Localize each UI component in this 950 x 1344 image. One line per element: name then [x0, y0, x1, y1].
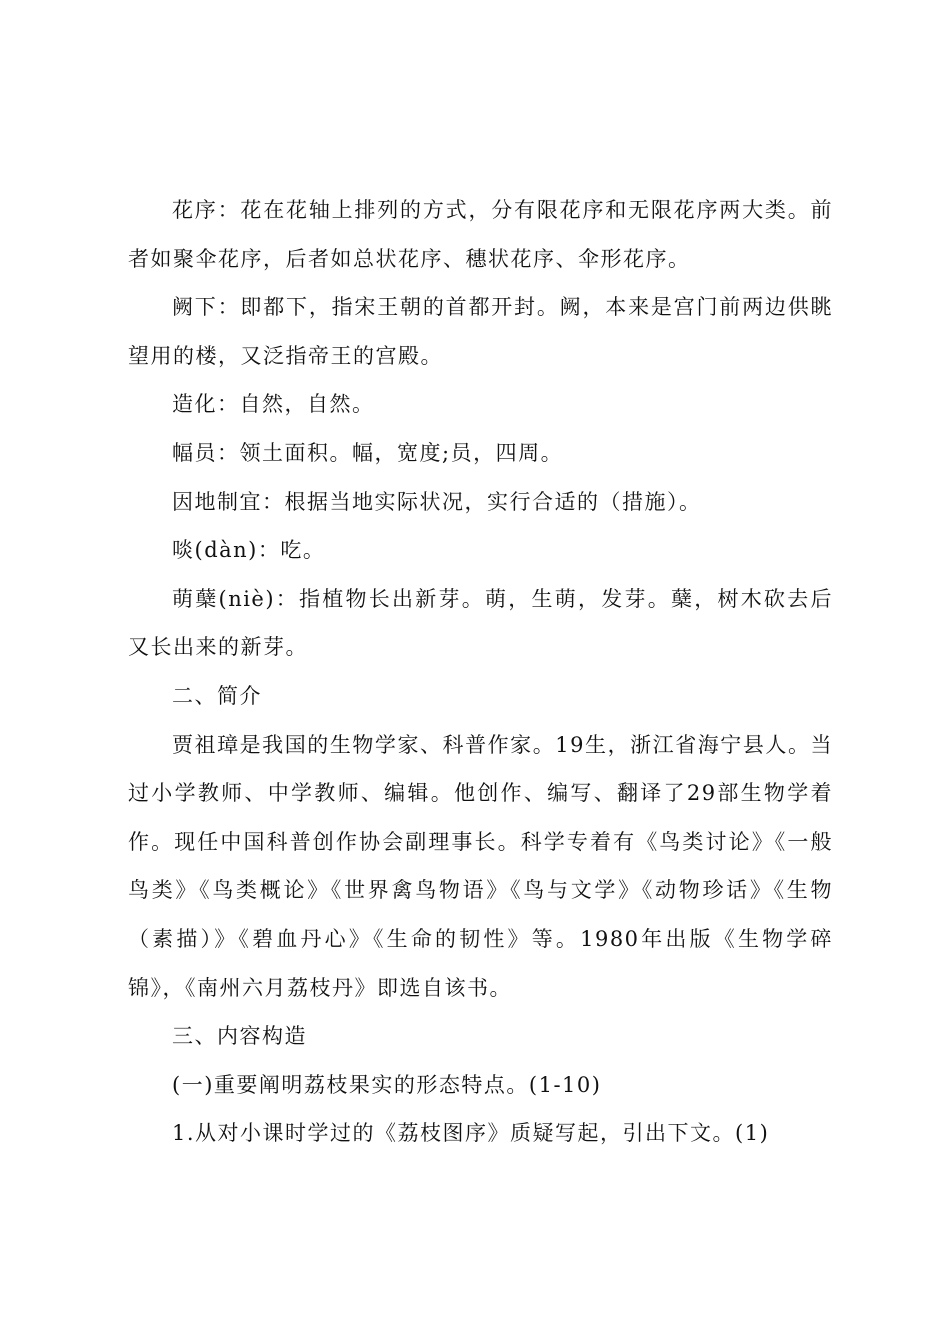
paragraph-yindizhiyi: 因地制宜：根据当地实际状况，实行合适的（措施）。: [172, 489, 702, 514]
paragraph-fuyuan: 幅员：领土面积。幅，宽度;员，四周。: [172, 440, 564, 465]
paragraph-author-bio: 贾祖璋是我国的生物学家、科普作家。19生，浙江省海宁县人。当过小学教师、中学教师、编辑。他创作、编写、翻译了29部生物学着作。现任中国科普创作协会副理事长。科学专着有《鸟类讨论》《一般鸟类》《鸟类概论》《世界禽鸟物语》《鸟与文学》《动物珍话》《生物（素描）》《碧血丹心》《生命的韧性》等。1980年出版《生物学碎锦》，《南州六月荔枝丹》即选自该书。: [128, 732, 833, 1000]
paragraph-quexia: 阙下：即都下，指宋王朝的首都开封。阙，本来是宫门前两边供眺望用的楼，又泛指帝王的宫殿。: [128, 295, 833, 368]
document-body: [128, 186, 833, 1158]
paragraph-mengnie: 萌蘖(niè)：指植物长出新芽。萌，生萌，发芽。蘖，树木砍去后又长出来的新芽。: [128, 586, 833, 660]
section-heading-structure: 三、内容构造: [172, 1024, 307, 1049]
paragraph-huaxu: 花序：花在花轴上排列的方式，分有限花序和无限花序两大类。前者如聚伞花序，后者如总状花序、穗状花序、伞形花序。: [128, 198, 833, 271]
paragraph-dan: 啖(dàn)：吃。: [172, 538, 326, 563]
paragraph-structure-part-one: (一)重要阐明荔枝果实的形态特点。(1-10): [172, 1072, 602, 1097]
paragraph-zaohua: 造化：自然，自然。: [172, 392, 375, 417]
section-heading-intro: 二、简介: [172, 683, 262, 708]
paragraph-structure-item-one: 1.从对小课时学过的《荔枝图序》质疑写起，引出下文。(1): [172, 1121, 770, 1146]
